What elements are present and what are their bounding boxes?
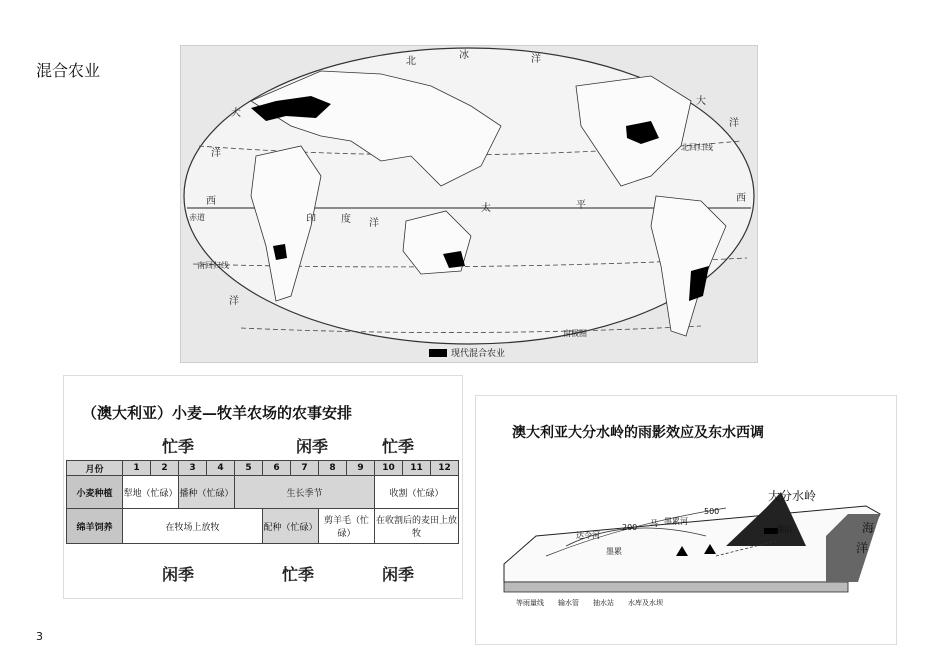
season-bottom-1: 闲季 — [162, 565, 195, 584]
label-lake: 湖泊 — [776, 525, 792, 534]
month-cell: 7 — [291, 461, 319, 476]
month-cell: 2 — [151, 461, 179, 476]
label-yang-sea: 洋 — [369, 218, 379, 229]
rain-legend — [516, 598, 663, 608]
label-ma: 马 — [650, 519, 658, 528]
rain-shadow-title: 澳大利亚大分水岭的雨影效应及东水西调 — [512, 425, 764, 441]
page-number: 3 — [36, 630, 43, 643]
month-cell: 10 — [375, 461, 403, 476]
label-da-left: 大 — [231, 108, 241, 119]
wheat-label: 小麦种植 — [67, 476, 123, 509]
month-cell: 6 — [263, 461, 291, 476]
farm-calendar-title: （澳大利亚）小麦—牧羊农场的农事安排 — [82, 404, 353, 422]
month-cell: 5 — [235, 461, 263, 476]
month-cell: 9 — [347, 461, 375, 476]
legend-text: 现代混合农业 — [451, 349, 506, 359]
label-antarctic: 南极圈 — [563, 329, 587, 338]
label-tai: 太 — [481, 203, 491, 214]
sheep-row — [67, 509, 459, 544]
label-tropic-capricorn: 南回归线 — [197, 261, 229, 270]
label-da-right: 大 — [696, 96, 706, 107]
label-darling: 达令河 — [576, 531, 600, 540]
label-ocean: 洋 — [531, 54, 541, 65]
season-top-3: 忙季 — [382, 437, 415, 456]
sheep-breeding: 配种（忙碌） — [263, 509, 319, 544]
farm-calendar-figure — [63, 375, 463, 599]
label-yang-left: 洋 — [211, 148, 221, 159]
label-tropic-cancer: 北回归线 — [681, 143, 713, 152]
label-equator: 赤道 — [189, 213, 205, 222]
month-cell: 1 — [123, 461, 151, 476]
legend-pump: 抽水站 — [593, 599, 614, 607]
world-map-figure — [180, 45, 758, 363]
label-xi-right: 西 — [736, 193, 746, 204]
wheat-sowing: 播种（忙碌） — [179, 476, 235, 509]
sheep-grazing: 在牧场上放牧 — [123, 509, 263, 544]
farm-calendar-table — [66, 460, 459, 544]
section-heading: 混合农业 — [36, 61, 101, 80]
legend-pipeline: 输水管 — [558, 599, 579, 607]
label-ping: 平 — [576, 200, 586, 211]
season-bottom-3: 闲季 — [382, 565, 415, 584]
legend-isohyet: 等雨量线 — [516, 599, 544, 607]
sheep-shearing: 剪羊毛（忙碌） — [319, 509, 375, 544]
label-yang-right: 洋 — [729, 118, 739, 129]
sheep-label: 绵羊饲养 — [67, 509, 123, 544]
wheat-harvest: 收割（忙碌） — [375, 476, 459, 509]
label-du: 度 — [341, 214, 351, 225]
month-header: 月份 — [67, 461, 123, 476]
month-cell: 4 — [207, 461, 235, 476]
label-murray-river: 墨累河 — [664, 517, 688, 526]
sheep-stubble: 在收割后的麦田上放牧 — [375, 509, 459, 544]
label-murray: 墨累 — [606, 547, 622, 556]
wheat-row — [67, 476, 459, 509]
wheat-growing: 生长季节 — [235, 476, 375, 509]
label-ocean: 洋 — [856, 541, 869, 555]
season-top-2: 闲季 — [296, 437, 329, 456]
label-divide: 大分水岭 — [768, 489, 817, 503]
label-sea: 海 — [862, 521, 875, 535]
month-cell: 11 — [403, 461, 431, 476]
legend-reservoir: 水库及水坝 — [628, 599, 663, 607]
season-bottom-2: 忙季 — [282, 565, 315, 584]
label-iso200: 200 — [622, 523, 638, 532]
season-top-1: 忙季 — [162, 437, 195, 456]
label-ice: 冰 — [459, 50, 469, 61]
world-map — [181, 46, 757, 362]
label-xi-left: 西 — [206, 196, 216, 207]
south-america-mixed-farming — [689, 266, 709, 301]
month-cell: 12 — [431, 461, 459, 476]
months-row — [67, 461, 459, 476]
map-legend — [429, 346, 505, 359]
label-iso500: 500 — [704, 507, 720, 516]
month-cell: 8 — [319, 461, 347, 476]
rain-shadow-figure — [475, 395, 897, 645]
block-top — [504, 506, 880, 582]
wheat-plough: 犁地（忙碌） — [123, 476, 179, 509]
label-yin: 印 — [306, 214, 316, 225]
legend-swatch — [429, 349, 447, 357]
label-north: 北 — [406, 56, 416, 67]
month-cell: 3 — [179, 461, 207, 476]
label-yang-sw: 洋 — [229, 296, 239, 307]
